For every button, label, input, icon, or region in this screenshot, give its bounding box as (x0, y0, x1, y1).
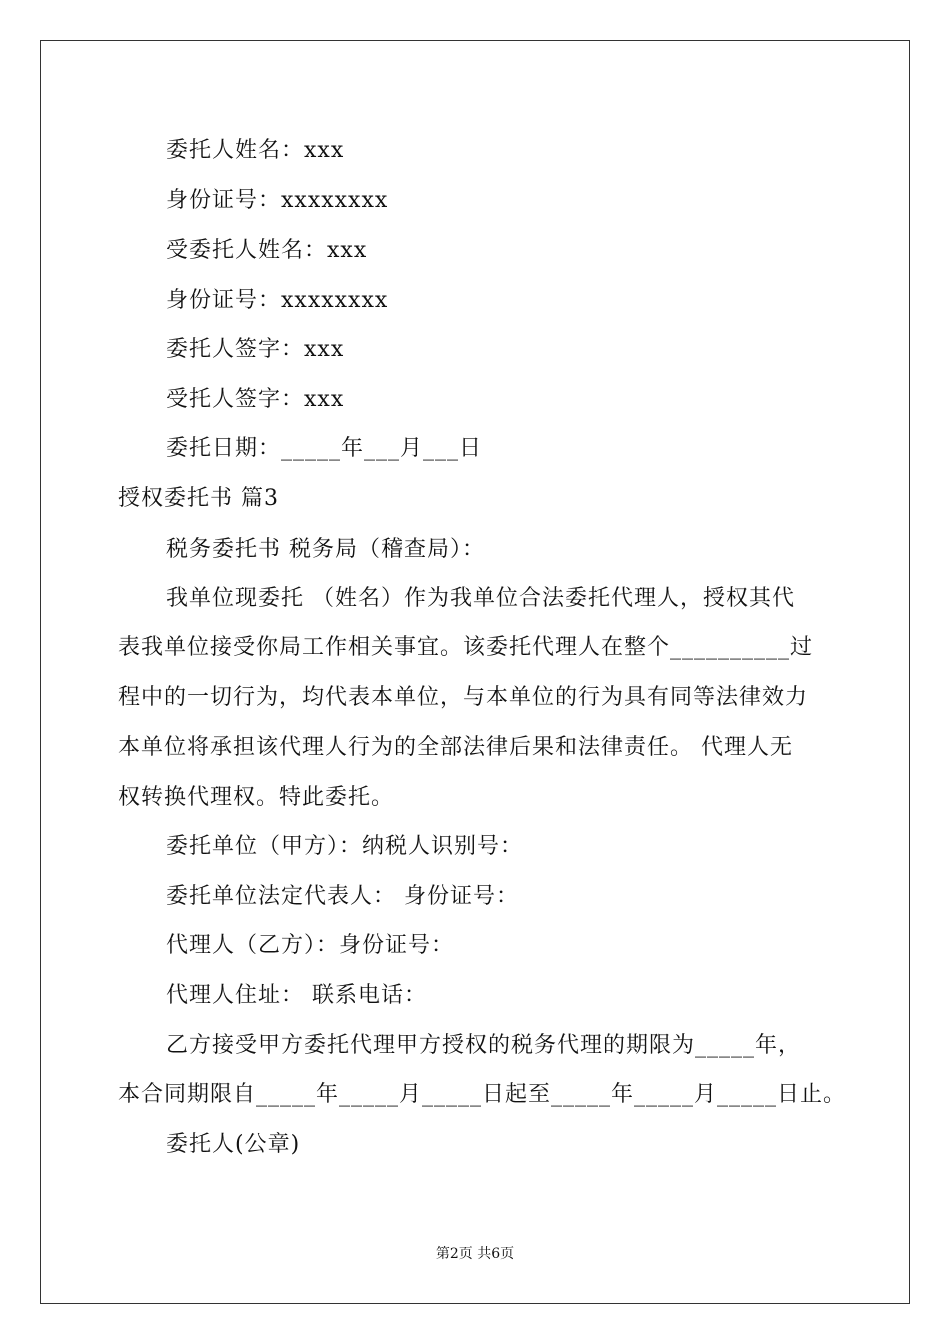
agent-party-field: 代理人（乙方）：身份证号： (166, 933, 455, 958)
letter-salutation: 税务委托书 税务局（稽查局）： (166, 537, 485, 562)
agent-signature: 受托人签字：xxx (166, 387, 345, 412)
body-paragraph-line: 本单位将承担该代理人行为的全部法律后果和法律责任。 代理人无 (118, 735, 793, 760)
body-paragraph-line: 权转换代理权。特此委托。 (118, 785, 395, 810)
agent-address-field: 代理人住址： 联系电话： (166, 983, 427, 1008)
section-heading: 授权委托书 篇3 (118, 486, 279, 511)
term-paragraph-line: 本合同期限自_____年_____月_____日起至_____年_____月_____日止。 (118, 1082, 847, 1107)
body-paragraph-line: 我单位现委托 （姓名）作为我单位合法委托代理人，授权其代 (166, 586, 795, 611)
body-paragraph-line: 程中的一切行为，均代表本单位，与本单位的行为具有同等法律效力 (118, 685, 809, 710)
principal-unit-field: 委托单位（甲方）：纳税人识别号： (166, 834, 524, 859)
body-paragraph-line: 表我单位接受你局工作相关事宜。该委托代理人在整个__________过 (118, 635, 814, 660)
term-paragraph-line: 乙方接受甲方委托代理甲方授权的税务代理的期限为_____年， (166, 1033, 802, 1058)
principal-seal-field: 委托人(公章) (166, 1132, 301, 1157)
legal-representative-field: 委托单位法定代表人： 身份证号： (166, 884, 519, 909)
principal-signature: 委托人签字：xxx (166, 337, 345, 362)
principal-name: 委托人姓名：xxx (166, 138, 345, 163)
page-number: 第2页 共6页 (435, 1246, 515, 1262)
agent-id-number: 身份证号：xxxxxxxx (166, 288, 389, 313)
page-border (40, 40, 910, 1304)
authorization-date: 委托日期：_____年___月___日 (166, 436, 483, 461)
agent-name: 受委托人姓名：xxx (166, 238, 368, 263)
principal-id-number: 身份证号：xxxxxxxx (166, 188, 389, 213)
